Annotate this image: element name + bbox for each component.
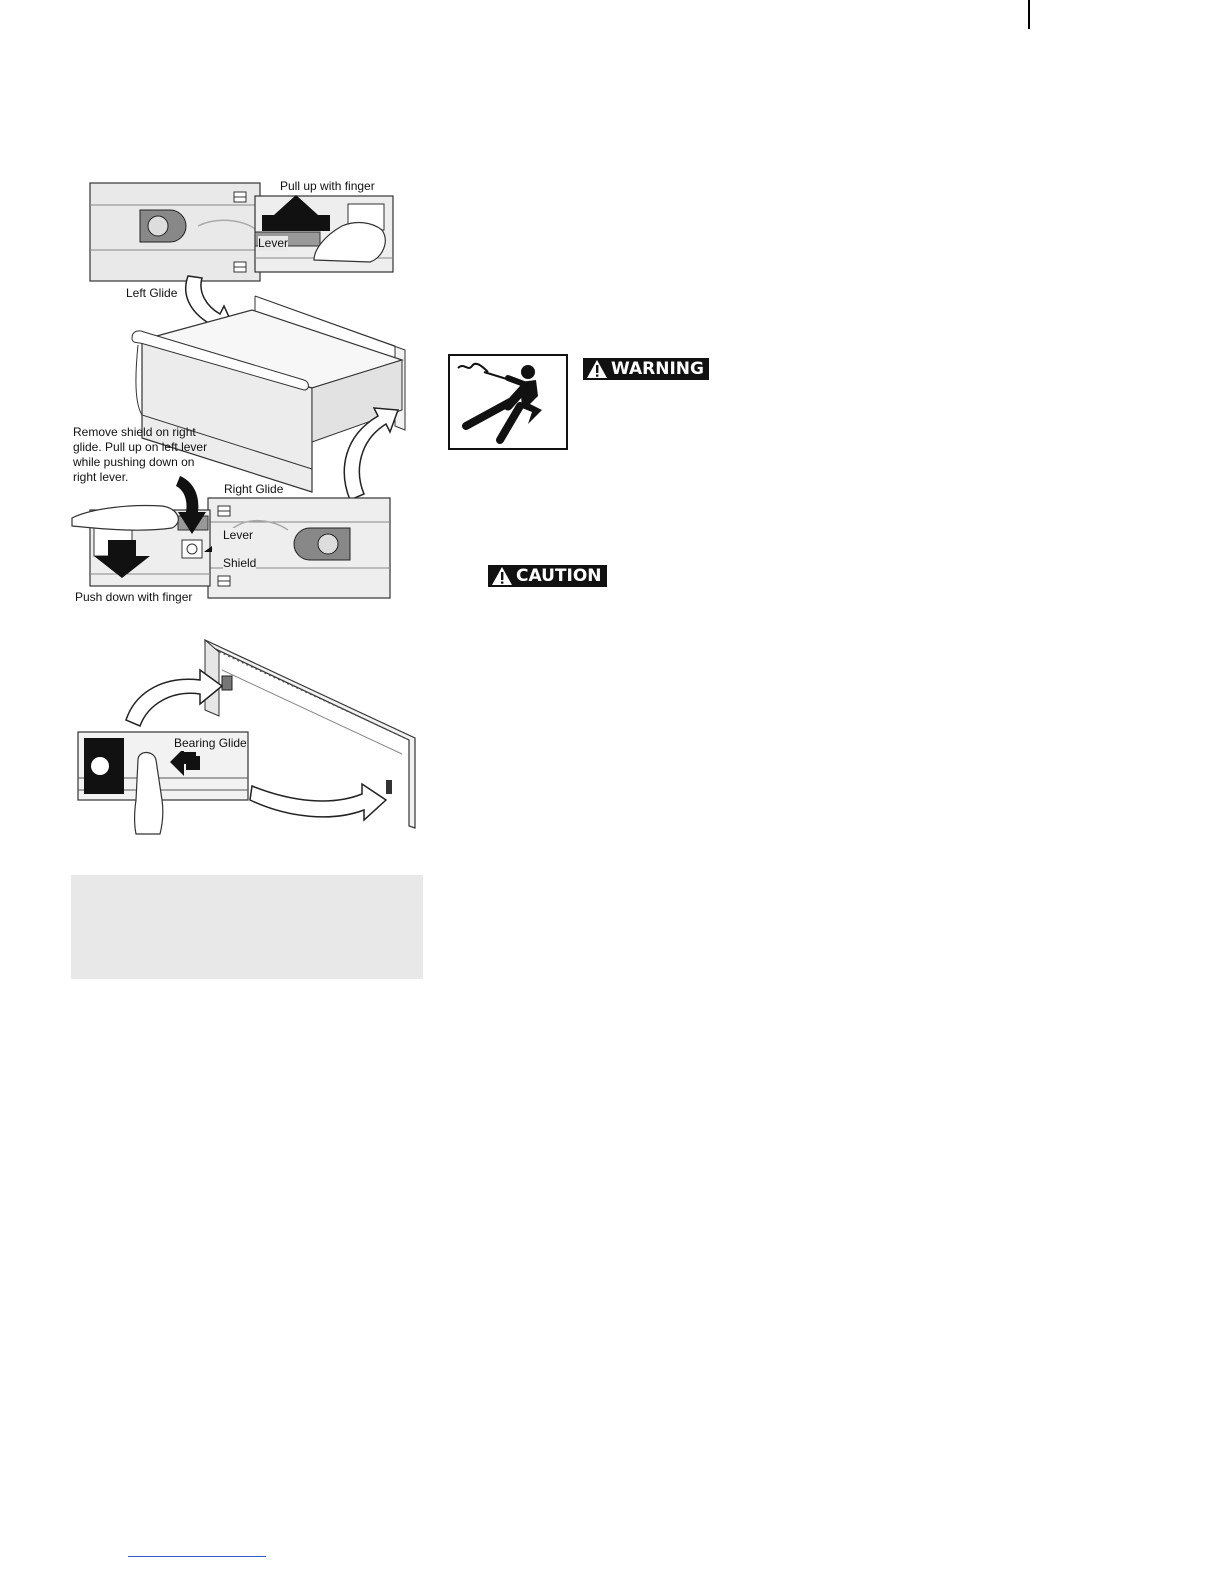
instruction-line-4: right lever. (73, 470, 129, 484)
drawer-removal-figure (60, 170, 410, 610)
caution-triangle-icon (491, 566, 513, 586)
caution-badge (488, 565, 607, 587)
electric-shock-icon (450, 356, 566, 448)
lever-left-label: Lever (258, 236, 289, 250)
right-glide-label: Right Glide (224, 482, 284, 496)
note-panel (71, 875, 423, 979)
electric-shock-symbol (448, 354, 568, 450)
instruction-line-2: glide. Pull up on left lever (73, 440, 208, 454)
push-down-label: Push down with finger (75, 590, 193, 604)
instruction-line-3: while pushing down on (73, 455, 195, 469)
bearing-glide-figure (70, 630, 420, 835)
bearing-glide-label: Bearing Glide (174, 736, 247, 750)
warning-label: WARNING (611, 359, 704, 379)
left-glide-label: Left Glide (126, 286, 178, 300)
warning-badge (583, 358, 709, 380)
header-rule (1028, 0, 1030, 29)
footer-link[interactable] (128, 1556, 266, 1557)
pull-up-label: Pull up with finger (280, 179, 375, 193)
shield-label: Shield (223, 556, 257, 570)
instruction-line-1: Remove shield on right (73, 425, 196, 439)
caution-label: CAUTION (516, 566, 602, 586)
warning-triangle-icon (586, 359, 608, 379)
lever-right-label: Lever (223, 528, 254, 542)
